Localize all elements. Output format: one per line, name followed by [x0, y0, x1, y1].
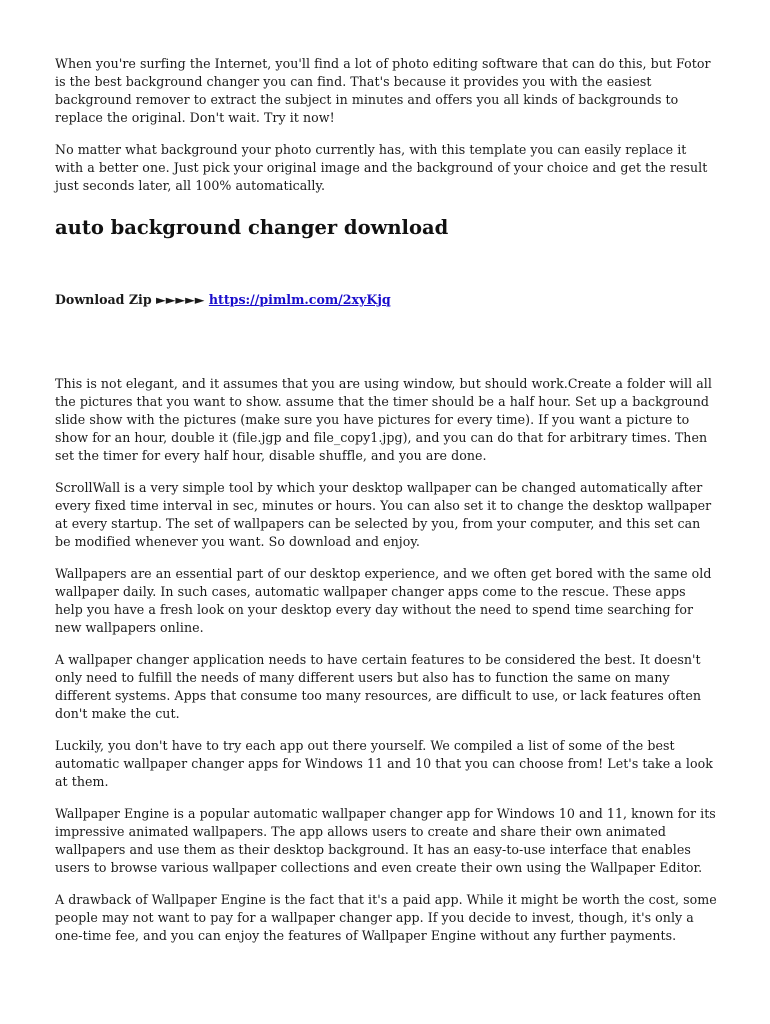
body-paragraph: ScrollWall is a very simple tool by which your desktop wallpaper can be changed automatically after every fixed time interval in sec, minutes or hours. You can also set it to change the desktop wallpaper at every startup. The set of wallpapers can be selected by you, from your computer, and this set can be modified whenever you want. So download and enjoy. [55, 480, 712, 549]
body-paragraph: A wallpaper changer application needs to have certain features to be considered the best. It doesn't only need to fulfill the needs of many different users but also has to function the same on many different systems. Apps that consume too many resources, are difficult to use, or lack features often don't make the cut. [55, 652, 701, 721]
body-paragraph: Wallpapers are an essential part of our desktop experience, and we often get bored with the same old wallpaper daily. In such cases, automatic wallpaper changer apps come to the rescue. These apps help you have a fresh look on your desktop every day without the need to spend time searching for new wallpapers online. [55, 566, 712, 635]
download-label: Download Zip ►►►►► [55, 292, 205, 307]
body-paragraph: Wallpaper Engine is a popular automatic wallpaper changer app for Windows 10 and 11, known for its impressive animated wallpapers. The app allows users to create and share their own animated wallpapers and use them as their desktop background. It has an easy-to-use interface that enables users to browse various wallpaper collections and even create their own using the Wallpaper Editor. [55, 806, 716, 875]
intro-paragraph-2: No matter what background your photo currently has, with this template you can easily replace it with a better one. Just pick your original image and the background of your choice and get the result just seconds later, all 100% automatically. [55, 142, 708, 193]
article-body [55, 375, 717, 945]
download-link[interactable]: https://pimlm.com/2xyKjq [208, 292, 391, 307]
body-paragraph: A drawback of Wallpaper Engine is the fact that it's a paid app. While it might be worth the cost, some people may not want to pay for a wallpaper changer app. If you decide to invest, though, it's only a one-time fee, and you can enjoy the features of Wallpaper Engine without any further payments. [55, 892, 717, 943]
intro-paragraph-1: When you're surfing the Internet, you'll find a lot of photo editing software that can do this, but Fotor is the best background changer you can find. That's because it provides you with the easiest background remover to extract the subject in minutes and offers you all kinds of backgrounds to replace the original. Don't wait. Try it now! [55, 56, 711, 125]
document-page [55, 55, 717, 945]
body-paragraph: This is not elegant, and it assumes that you are using window, but should work.Create a folder will all the pictures that you want to show. assume that the timer should be a half hour. Set up a background slide show with the pictures (make sure you have pictures for every time). If you want a picture to show for an hour, double it (file.jgp and file_copy1.jpg), and you can do that for arbitrary times. Then set the timer for every half hour, disable shuffle, and you are done. [55, 376, 712, 463]
body-paragraph: Luckily, you don't have to try each app out there yourself. We compiled a list of some of the best automatic wallpaper changer apps for Windows 11 and 10 that you can choose from! Let's take a look at them. [55, 738, 713, 789]
download-line [55, 291, 717, 309]
section-heading: auto background changer download [55, 216, 449, 239]
